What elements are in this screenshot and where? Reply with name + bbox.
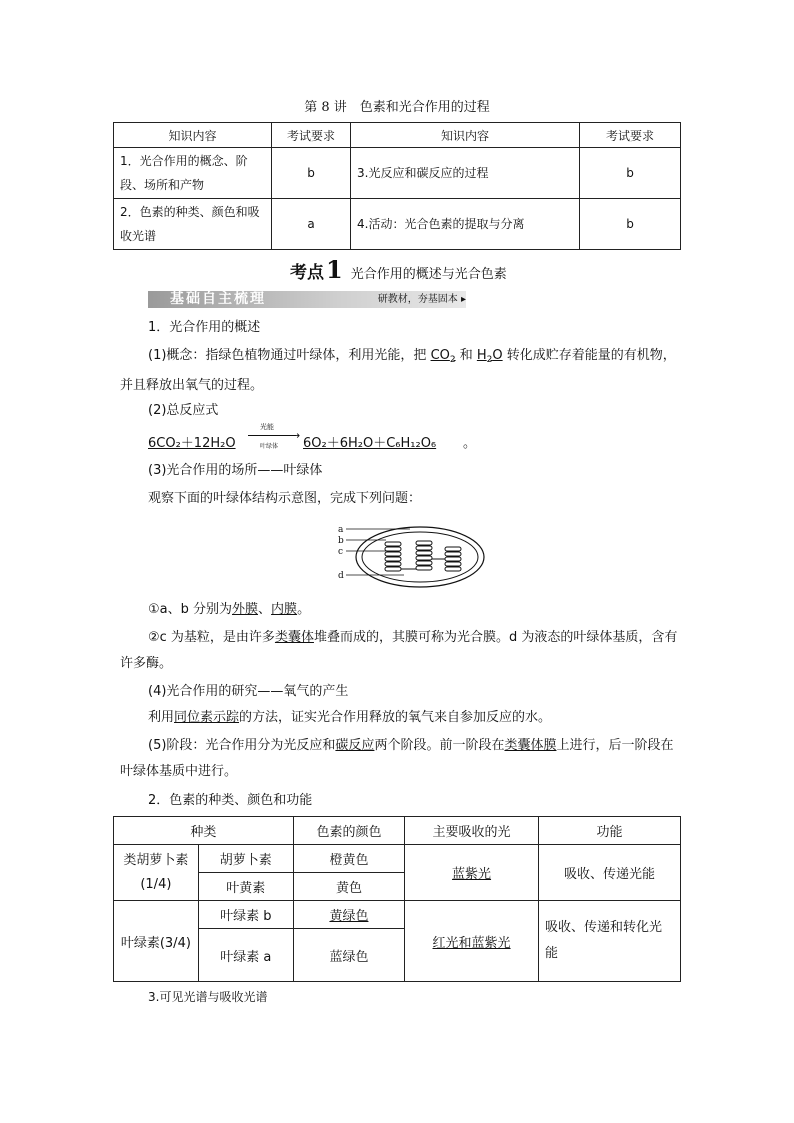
blank-isotope: 同位素示踪 <box>174 710 240 725</box>
equation-condition-top: 光能 <box>260 423 274 431</box>
section-heading: 3.可见光谱与吸收光谱 <box>148 990 268 1004</box>
page-title: 第 8 讲 色素和光合作用的过程 <box>304 100 490 115</box>
paragraph-research: (4)光合作用的研究——氧气的产生 <box>148 684 349 699</box>
table-cell: 胡萝卜素 <box>198 845 293 873</box>
section-heading: 2．色素的种类、颜色和功能 <box>148 793 313 808</box>
table-cell: 叶绿素 a <box>198 929 293 982</box>
paragraph-isotope: 利用同位素示踪的方法，证实光合作用释放的氧气来自参加反应的水。 <box>148 710 552 725</box>
table-cell: 叶绿素(3/4) <box>114 901 199 982</box>
table-cell: 4.活动：光合色素的提取与分离 <box>351 199 580 250</box>
table-cell: 2．色素的种类、颜色和吸收光谱 <box>114 199 272 250</box>
chloroplast-diagram <box>330 518 490 590</box>
kaodian-title: 光合作用的概述与光合色素 <box>350 267 507 282</box>
table-header: 考试要求 <box>580 123 681 148</box>
paragraph-grana: ②c 为基粒，是由许多类囊体堆叠而成的，其膜可称为光合膜。d 为液态的叶绿体基质，含有许多酶。 <box>120 630 678 671</box>
blank-blue-violet: 蓝紫光 <box>452 867 492 882</box>
table-cell: b <box>580 199 681 250</box>
text: 和 <box>455 348 477 363</box>
paragraph-site: (3)光合作用的场所——叶绿体 <box>148 463 323 478</box>
text: (1)概念：指绿色植物通过叶绿体，利用光能，把 <box>148 348 431 363</box>
table-row <box>114 901 681 929</box>
paragraph-stages: (5)阶段：光合作用分为光反应和碳反应两个阶段。前一阶段在类囊体膜上进行，后一阶段在叶绿体基质中进行。 <box>120 738 674 779</box>
blank-h2o: $H_2O$ <box>476 348 503 365</box>
blank-thylakoid: 类囊体 <box>274 630 314 645</box>
diagram-label-c: c <box>338 547 344 557</box>
section-band <box>148 290 466 309</box>
table-cell: 黄色 <box>293 873 404 901</box>
paragraph-observe: 观察下面的叶绿体结构示意图，完成下列问题： <box>148 491 422 506</box>
blank-yellow-green: 黄绿色 <box>329 909 369 924</box>
blank-inner-membrane: 内膜 <box>271 602 298 617</box>
table-row <box>114 199 681 250</box>
blank-red-blue-violet: 红光和蓝紫光 <box>432 935 511 951</box>
diagram-label-a: a <box>338 525 344 535</box>
table-cell: 橙黄色 <box>293 845 404 873</box>
table-header: 色素的颜色 <box>293 817 404 845</box>
table-row <box>114 845 681 873</box>
section-heading: 1．光合作用的概述 <box>148 320 261 335</box>
arrow-head-icon: → <box>291 429 301 442</box>
table-cell: 蓝绿色 <box>293 929 404 982</box>
table-header: 主要吸收的光 <box>405 817 539 845</box>
table-cell: 吸收、传递和转化光能 <box>538 901 680 982</box>
table-row <box>114 148 681 199</box>
table-header: 知识内容 <box>114 123 272 148</box>
equation-condition-bottom: 叶绿体 <box>260 443 279 450</box>
table-cell: 类胡萝卜素(1/4) <box>114 845 199 901</box>
table-cell: a <box>272 199 351 250</box>
table-cell <box>405 901 539 982</box>
requirements-table <box>113 122 681 250</box>
blank-thylakoid-membrane: 类囊体膜 <box>504 738 557 753</box>
blank-co2: $CO_2$ <box>430 348 456 365</box>
equation-end: 。 <box>463 436 477 451</box>
table-cell <box>405 845 539 901</box>
equation-arrow <box>248 435 296 436</box>
diagram-label-b: b <box>338 536 344 546</box>
diagram-label-d: d <box>338 571 344 581</box>
table-header: 功能 <box>538 817 680 845</box>
reaction-equation <box>148 424 548 454</box>
band-label: 基础自主梳理 <box>170 291 266 307</box>
table-header: 考试要求 <box>272 123 351 148</box>
table-cell: 3.光反应和碳反应的过程 <box>351 148 580 199</box>
equation-reactants: 6CO₂＋12H₂O <box>148 436 236 451</box>
table-cell <box>293 901 404 929</box>
granum-2 <box>416 541 432 570</box>
granum-3 <box>445 547 461 571</box>
text: 转化成贮存着能量的有机物，并且释放出氧气的过程。 <box>120 348 676 393</box>
paragraph-membranes: ①a、b 分别为外膜、内膜。 <box>148 602 311 617</box>
equation-products: 6O₂＋6H₂O＋C₆H₁₂O₆ <box>303 436 437 451</box>
kaodian-heading <box>290 255 507 284</box>
table-cell: b <box>580 148 681 199</box>
band-subtitle: 研教材，夯基固本 ▸ <box>377 294 466 305</box>
pigment-table <box>113 816 681 982</box>
table-header: 知识内容 <box>351 123 580 148</box>
table-cell: 叶黄素 <box>198 873 293 901</box>
blank-outer-membrane: 外膜 <box>232 602 259 617</box>
kaodian-number: 1 <box>326 255 343 284</box>
table-cell: 吸收、传递光能 <box>538 845 680 901</box>
table-cell: 1．光合作用的概念、阶段、场所和产物 <box>114 148 272 199</box>
table-header: 种类 <box>114 817 294 845</box>
table-cell: 叶绿素 b <box>198 901 293 929</box>
paragraph-equation-heading: (2)总反应式 <box>148 403 219 418</box>
paragraph-concept <box>120 343 680 399</box>
table-cell: b <box>272 148 351 199</box>
blank-carbon-reaction: 碳反应 <box>335 738 375 753</box>
granum-1 <box>385 542 401 571</box>
kaodian-word: 考点 <box>290 263 324 283</box>
